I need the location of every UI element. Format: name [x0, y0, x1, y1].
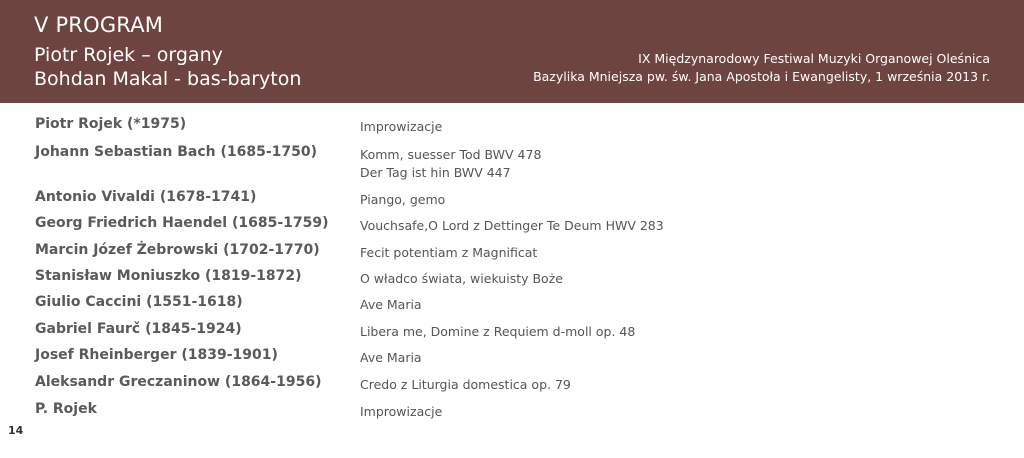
performer-organist: Piotr Rojek – organy — [34, 44, 223, 66]
composer-name: P. Rojek — [35, 401, 97, 417]
composer-name: Gabriel Faurč (1845-1924) — [35, 321, 242, 337]
performer-singer: Bohdan Makal - bas-baryton — [34, 68, 302, 90]
composer-name: Stanisław Moniuszko (1819-1872) — [35, 268, 302, 284]
composer-name: Josef Rheinberger (1839-1901) — [35, 347, 278, 363]
page-title: V PROGRAM — [34, 13, 164, 37]
page-number: 14 — [8, 424, 24, 437]
work-title: Der Tag ist hin BWV 447 — [360, 165, 511, 180]
work-title: Libera me, Domine z Requiem d-moll op. 48 — [360, 324, 636, 339]
composer-name: Giulio Caccini (1551-1618) — [35, 294, 243, 310]
work-title: Fecit potentiam z Magnificat — [360, 245, 538, 260]
work-title: O władco świata, wiekuisty Boże — [360, 271, 563, 286]
work-title: Improwizacje — [360, 119, 443, 134]
work-title: Piango, gemo — [360, 192, 446, 207]
work-title: Komm, suesser Tod BWV 478 — [360, 147, 542, 162]
venue-date: Bazylika Mniejsza pw. św. Jana Apostoła i Ewangelisty, 1 września 2013 r. — [533, 69, 990, 84]
header-banner — [0, 0, 1024, 103]
work-title: Ave Maria — [360, 297, 422, 312]
work-title: Vouchsafe,O Lord z Dettinger Te Deum HWV 283 — [360, 218, 664, 233]
composer-name: Marcin Józef Żebrowski (1702-1770) — [35, 242, 320, 258]
festival-name: IX Międzynarodowy Festiwal Muzyki Organowej Oleśnica — [638, 51, 990, 66]
composer-name: Johann Sebastian Bach (1685-1750) — [35, 144, 318, 160]
work-title: Improwizacje — [360, 404, 443, 419]
composer-name: Georg Friedrich Haendel (1685-1759) — [35, 215, 329, 231]
work-title: Ave Maria — [360, 350, 422, 365]
composer-name: Antonio Vivaldi (1678-1741) — [35, 189, 257, 205]
composer-name: Piotr Rojek (*1975) — [35, 116, 187, 132]
work-title: Credo z Liturgia domestica op. 79 — [360, 377, 571, 392]
composer-name: Aleksandr Greczaninow (1864-1956) — [35, 374, 322, 390]
